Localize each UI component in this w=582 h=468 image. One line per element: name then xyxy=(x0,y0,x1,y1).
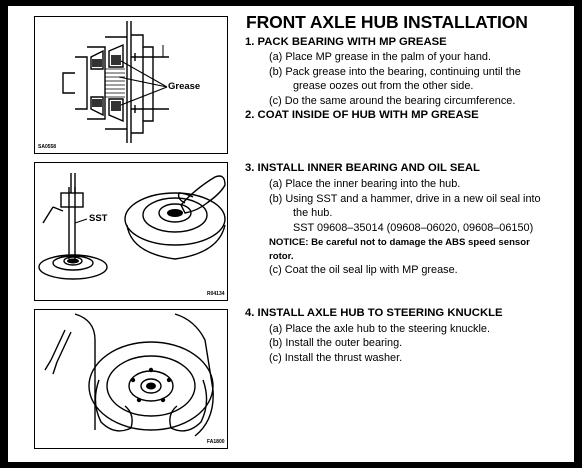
figure-hub-grease xyxy=(34,16,228,154)
step-3b: (b) Using SST and a hammer, drive in a new oil seal into xyxy=(269,193,541,205)
figure-code: FA1800 xyxy=(207,439,225,445)
figure-inner-bearing xyxy=(34,162,228,301)
figure-code: SA0558 xyxy=(38,144,57,150)
manual-page xyxy=(8,6,574,462)
step-4c: (c) Install the thrust washer. xyxy=(269,352,403,364)
step-1a: (a) Place MP grease in the palm of your hand. xyxy=(269,51,491,63)
step-3-heading: 3. INSTALL INNER BEARING AND OIL SEAL xyxy=(245,162,480,174)
figure-axle-hub-knuckle xyxy=(34,309,228,449)
step-3b-cont: the hub. xyxy=(293,207,333,219)
page-title: FRONT AXLE HUB INSTALLATION xyxy=(246,12,528,32)
step-3c: (c) Coat the oil seal lip with MP grease. xyxy=(269,264,458,276)
step-3a: (a) Place the inner bearing into the hub. xyxy=(269,178,461,190)
notice-text-cont: rotor. xyxy=(269,251,294,262)
step-4a: (a) Place the axle hub to the steering knuckle. xyxy=(269,323,490,335)
figure-code: R04134 xyxy=(207,291,225,297)
notice-text: NOTICE: Be careful not to damage the ABS speed sensor xyxy=(269,237,530,248)
step-1b-cont: grease oozes out from the other side. xyxy=(293,80,474,92)
hub-to-knuckle-illustration xyxy=(35,310,227,448)
hammer-sst-illustration xyxy=(35,163,227,300)
step-1c: (c) Do the same around the bearing circumference. xyxy=(269,95,516,107)
step-4-heading: 4. INSTALL AXLE HUB TO STEERING KNUCKLE xyxy=(245,307,503,319)
step-2-heading: 2. COAT INSIDE OF HUB WITH MP GREASE xyxy=(245,109,479,121)
figure-label-sst: SST xyxy=(89,213,108,224)
figure-label-grease: Grease xyxy=(168,81,201,92)
step-4b: (b) Install the outer bearing. xyxy=(269,337,403,349)
step-3b-sst: SST 09608–35014 (09608–06020, 09608–06150) xyxy=(293,222,534,234)
step-1b: (b) Pack grease into the bearing, continuing until the xyxy=(269,66,521,78)
step-1-heading: 1. PACK BEARING WITH MP GREASE xyxy=(245,36,447,48)
